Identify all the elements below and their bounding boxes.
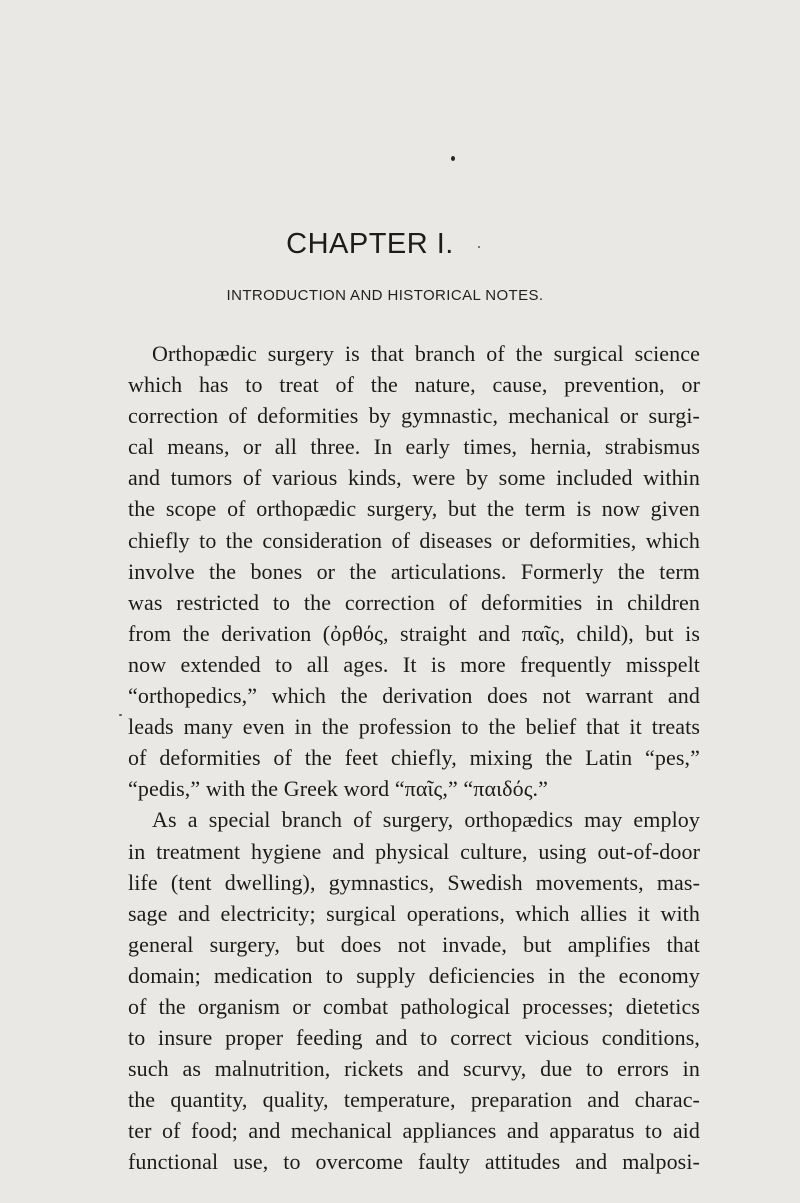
ink-speck bbox=[119, 714, 122, 716]
text-line: life (tent dwelling), gymnastics, Swedish movements, mas- bbox=[128, 869, 700, 895]
text-line: ter of food; and mechanical appliances and apparatus to aid bbox=[128, 1118, 700, 1144]
text-line: now extended to all ages. It is more frequently misspelt bbox=[128, 651, 700, 677]
text-line: from the derivation (ὀρθός, straight and παῖς, child), but is bbox=[128, 620, 700, 646]
body-text bbox=[128, 338, 700, 1178]
text-line: to insure proper feeding and to correct vicious conditions, bbox=[128, 1025, 700, 1051]
text-line: leads many even in the profession to the belief that it treats bbox=[128, 714, 700, 740]
text-line: Orthopædic surgery is that branch of the surgical science bbox=[152, 341, 700, 366]
text-line: the scope of orthopædic surgery, but the term is now given bbox=[128, 496, 700, 522]
text-line: As a special branch of surgery, orthopædics may employ bbox=[152, 807, 700, 833]
text-line: chiefly to the consideration of diseases or deformities, which bbox=[128, 527, 700, 553]
text-line: correction of deformities by gymnastic, mechanical or surgi- bbox=[128, 403, 700, 429]
text-line: of deformities of the feet chiefly, mixing the Latin “pes,” bbox=[128, 745, 700, 771]
text-line: which has to treat of the nature, cause, prevention, or bbox=[128, 372, 700, 398]
text-line: in treatment hygiene and physical culture, using out-of-door bbox=[128, 838, 700, 864]
text-line: cal means, or all three. In early times, hernia, strabismus bbox=[128, 434, 700, 460]
text-line: “pedis,” with the Greek word “παῖς,” “παιδός.” bbox=[128, 776, 548, 802]
text-line: general surgery, but does not invade, but amplifies that bbox=[128, 931, 700, 957]
chapter-title: CHAPTER I. bbox=[286, 228, 454, 260]
text-line: such as malnutrition, rickets and scurvy, due to errors in bbox=[128, 1056, 700, 1082]
ink-dot-mark bbox=[451, 156, 455, 161]
text-line: domain; medication to supply deficiencies in the economy bbox=[128, 962, 700, 988]
text-line: “orthopedics,” which the derivation does not warrant and bbox=[128, 683, 700, 709]
text-line: functional use, to overcome faulty attitudes and malposi- bbox=[128, 1149, 700, 1175]
text-line: sage and electricity; surgical operations, which allies it with bbox=[128, 900, 700, 926]
text-line: the quantity, quality, temperature, preparation and charac- bbox=[128, 1087, 700, 1113]
chapter-subtitle: INTRODUCTION AND HISTORICAL NOTES. bbox=[226, 287, 544, 304]
text-line: was restricted to the correction of deformities in children bbox=[128, 589, 700, 615]
text-line: involve the bones or the articulations. Formerly the term bbox=[128, 558, 700, 584]
text-line: of the organism or combat pathological processes; dietetics bbox=[128, 993, 700, 1019]
text-line: and tumors of various kinds, were by some included within bbox=[128, 465, 700, 491]
